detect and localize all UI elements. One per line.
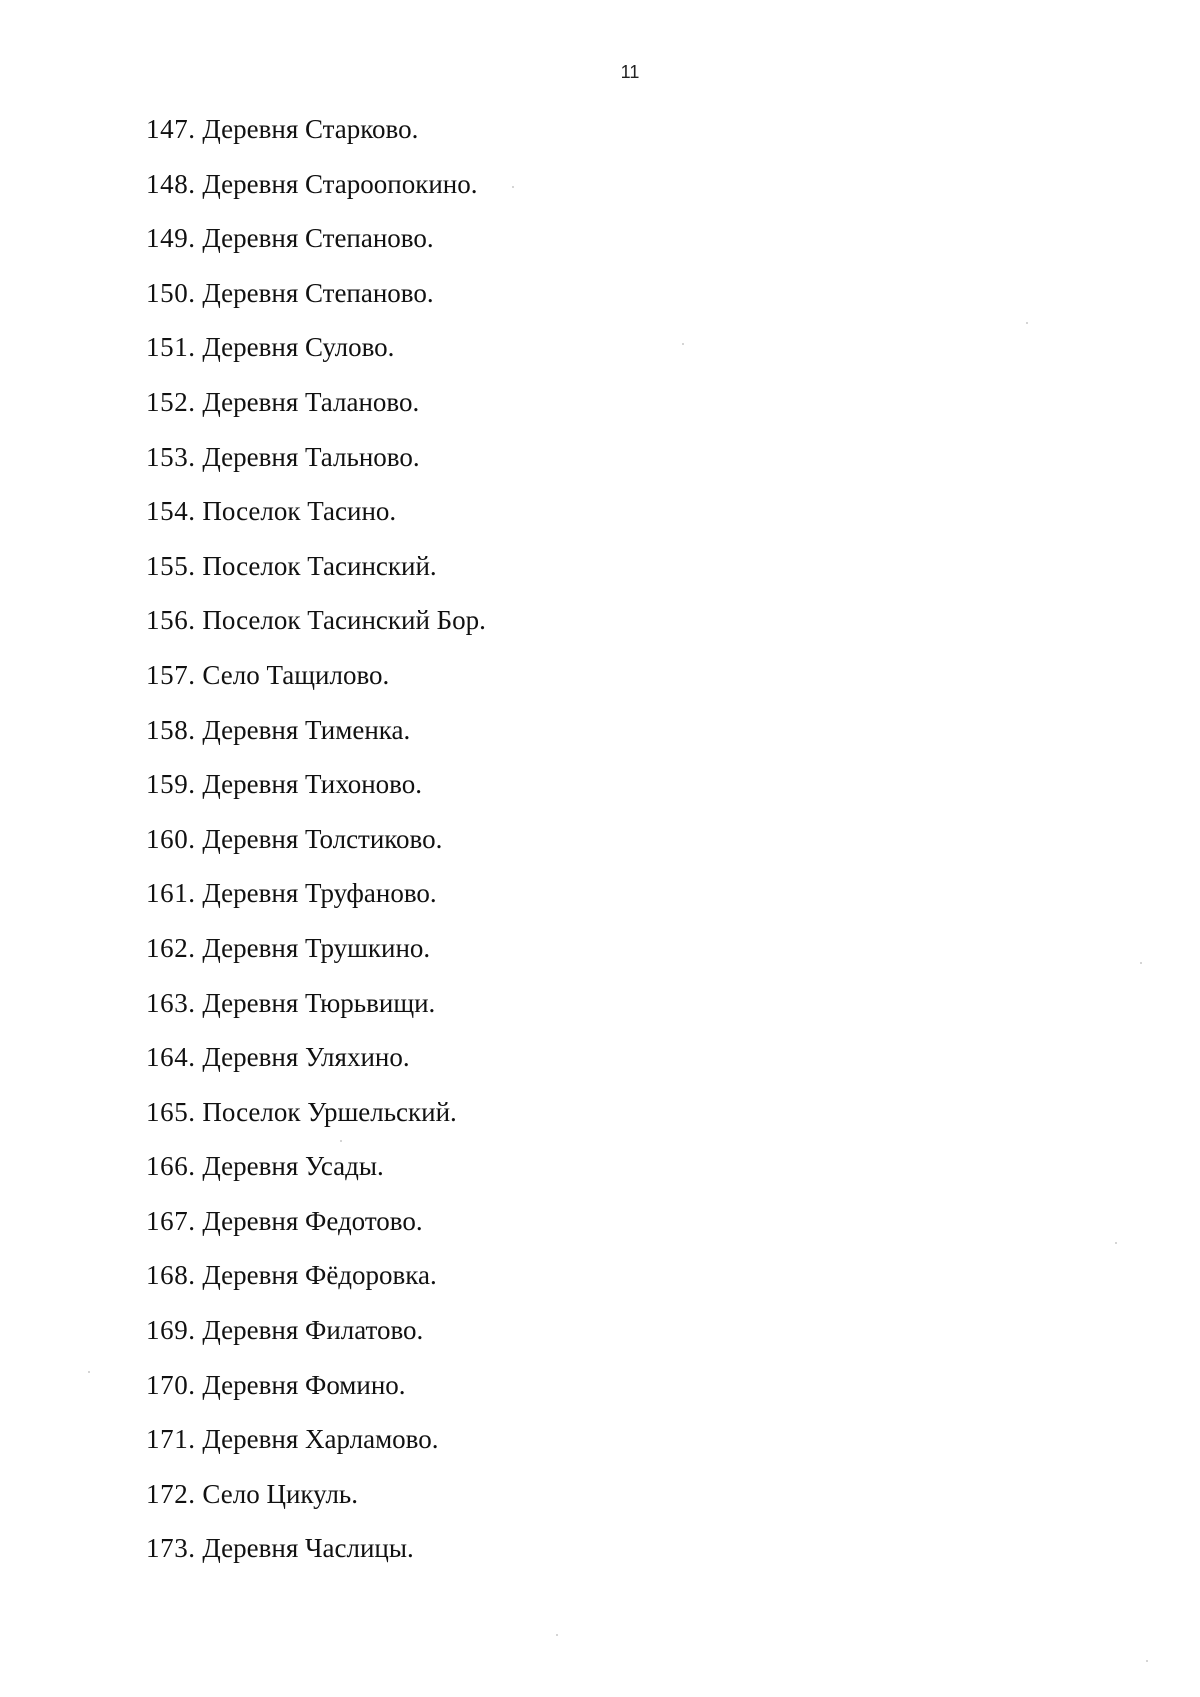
item-number: 154. — [146, 496, 196, 527]
scan-speck — [682, 343, 684, 345]
item-number: 164. — [146, 1042, 196, 1073]
item-name: Деревня Тименка. — [202, 714, 411, 745]
item-name: Деревня Фомино. — [202, 1369, 406, 1400]
item-name: Деревня Уляхино. — [202, 1042, 410, 1073]
list-item — [146, 931, 486, 986]
item-name: Село Цикуль. — [202, 1478, 358, 1509]
scan-speck — [556, 1634, 558, 1636]
list-item — [146, 112, 486, 167]
list-item — [146, 1531, 486, 1586]
item-name: Деревня Старково. — [202, 114, 419, 144]
list-item — [146, 1149, 486, 1204]
item-name: Деревня Тальново. — [202, 441, 420, 472]
item-number: 149. — [146, 223, 196, 254]
item-name: Деревня Часлицы. — [202, 1533, 414, 1564]
item-number: 160. — [146, 823, 196, 854]
list-item — [146, 1422, 486, 1477]
list-item — [146, 1313, 486, 1368]
list-item — [146, 330, 486, 385]
item-number: 148. — [146, 168, 196, 199]
item-number: 158. — [146, 714, 196, 745]
item-number: 157. — [146, 659, 196, 690]
item-number: 151. — [146, 332, 196, 363]
item-name: Деревня Тюрьвищи. — [202, 987, 436, 1018]
scan-speck — [88, 1371, 90, 1373]
list-item — [146, 1095, 486, 1150]
list-item — [146, 1204, 486, 1259]
list-item — [146, 822, 486, 877]
item-name: Деревня Тихоново. — [202, 769, 422, 800]
item-number: 150. — [146, 277, 196, 308]
item-name: Поселок Уршельский. — [202, 1096, 457, 1127]
item-name: Деревня Фёдоровка. — [202, 1260, 437, 1291]
list-item — [146, 713, 486, 768]
item-name: Деревня Филатово. — [202, 1315, 424, 1346]
item-name: Деревня Степаново. — [202, 277, 434, 308]
item-name: Деревня Харламово. — [202, 1424, 439, 1455]
list-item — [146, 440, 486, 495]
list-item — [146, 1040, 486, 1095]
item-name: Деревня Степаново. — [202, 223, 434, 254]
item-number: 173. — [146, 1533, 196, 1564]
item-number: 163. — [146, 987, 196, 1018]
item-name: Деревня Федотово. — [202, 1205, 423, 1236]
item-number: 172. — [146, 1478, 196, 1509]
list-item — [146, 767, 486, 822]
item-name: Деревня Труфаново. — [202, 878, 437, 909]
list-item — [146, 221, 486, 276]
item-number: 162. — [146, 932, 196, 963]
list-item — [146, 276, 486, 331]
item-name: Деревня Усады. — [202, 1151, 384, 1182]
item-number: 153. — [146, 441, 196, 472]
list-item — [146, 1258, 486, 1313]
item-name: Поселок Тасинский Бор. — [202, 605, 486, 636]
item-name: Деревня Толстиково. — [202, 823, 443, 854]
scan-speck — [1146, 1660, 1148, 1662]
list-item — [146, 876, 486, 931]
scan-speck — [1115, 1242, 1117, 1244]
list-item — [146, 167, 486, 222]
item-number: 169. — [146, 1315, 196, 1346]
item-number: 156. — [146, 605, 196, 636]
item-name: Поселок Тасино. — [202, 496, 397, 527]
list-item — [146, 986, 486, 1041]
item-name: Поселок Тасинский. — [202, 550, 437, 581]
item-name: Деревня Таланово. — [202, 386, 420, 417]
settlement-list — [146, 112, 486, 1586]
list-item — [146, 494, 486, 549]
item-number: 165. — [146, 1096, 196, 1127]
item-name: Деревня Староопокино. — [202, 168, 478, 199]
list-item — [146, 658, 486, 713]
scan-speck — [340, 1140, 342, 1142]
item-name: Село Тащилово. — [202, 659, 390, 690]
item-number: 159. — [146, 769, 196, 800]
list-item — [146, 549, 486, 604]
item-number: 167. — [146, 1205, 196, 1236]
scan-speck — [1140, 962, 1142, 964]
item-number: 155. — [146, 550, 196, 581]
scan-speck — [512, 186, 514, 188]
scan-speck — [1026, 322, 1028, 324]
item-number: 147. — [146, 114, 196, 144]
item-number: 170. — [146, 1369, 196, 1400]
item-number: 171. — [146, 1424, 196, 1455]
item-number: 152. — [146, 386, 196, 417]
item-name: Деревня Сулово. — [202, 332, 395, 363]
item-number: 166. — [146, 1151, 196, 1182]
item-name: Деревня Трушкино. — [202, 932, 431, 963]
item-number: 161. — [146, 878, 196, 909]
item-number: 168. — [146, 1260, 196, 1291]
page-number: 11 — [620, 62, 640, 82]
list-item — [146, 385, 486, 440]
list-item — [146, 1477, 486, 1532]
list-item — [146, 1368, 486, 1423]
list-item — [146, 603, 486, 658]
